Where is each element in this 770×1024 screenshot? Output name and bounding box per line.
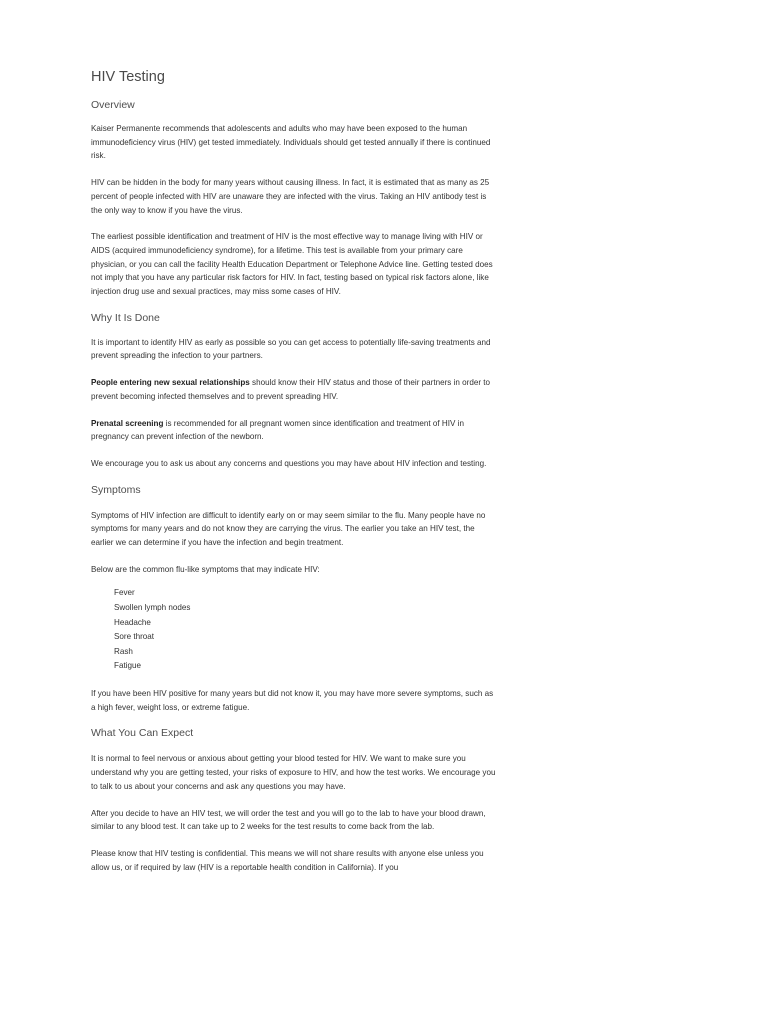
symptom-list [91, 586, 496, 674]
list-item: Headache [114, 617, 151, 627]
paragraph [91, 417, 496, 444]
paragraph-text: should know their HIV status and those of their partners in order to prevent becoming infected themselves and to prevent spreading HIV. [91, 378, 491, 401]
paragraph: HIV can be hidden in the body for many years without causing illness. In fact, it is estimated that as many as 25 percent of people infected with HIV are unaware they are infected with the virus. Taking an HIV antibody test is the only way to know if you have the virus. [91, 178, 490, 215]
list-item: Rash [114, 646, 133, 656]
section-heading-why: Why It Is Done [91, 311, 160, 324]
section-heading-expect: What You Can Expect [91, 727, 194, 740]
list-item: Fatigue [114, 661, 141, 671]
paragraph: It is important to identify HIV as early as possible so you can get access to potentially life-saving treatments and prevent spreading the infection to your partners. [91, 337, 491, 361]
paragraph: Symptoms of HIV infection are difficult to identify early on or may seem similar to the flu. Many people have no symptoms for many years and do not know they are carrying the virus. The earlier you take an HIV test, the earlier we can determine if you have the infection and begin treatment. [91, 510, 486, 548]
paragraph-text: is recommended for all pregnant women since identification and treatment of HIV in pregnancy can prevent infection of the newborn. [91, 418, 464, 442]
list-item: Fever [114, 588, 135, 598]
paragraph [91, 376, 496, 403]
document-content [91, 66, 496, 874]
paragraph: The earliest possible identification and treatment of HIV is the most effective way to manage living with HIV or AIDS (acquired immunodeficiency syndrome), for a lifetime. This test is available from your primary care physician, or you can call the facility Health Education Department or Telephone Advice line. Getting tested does not imply that you have any particular risk factors for HIV. In fact, testing based on typical risk factors alone, like injection drug use and sexual practices, may miss some cases of HIV. [91, 232, 493, 297]
paragraph: Kaiser Permanente recommends that adolescents and adults who may have been exposed to the human immunodeficiency virus (HIV) get tested immediately. Individuals should get tested annually if there is continued risk. [91, 124, 491, 161]
page-title: HIV Testing [91, 69, 165, 85]
list-item: Sore throat [114, 632, 155, 642]
paragraph: After you decide to have an HIV test, we will order the test and you will go to the lab to have your blood drawn, similar to any blood test. It can take up to 2 weeks for the test results to come back from the lab. [91, 808, 486, 832]
paragraph: Below are the common flu-like symptoms that may indicate HIV: [91, 564, 320, 574]
paragraph: Please know that HIV testing is confidential. This means we will not share results with anyone else unless you allow us, or if required by law (HIV is a reportable health condition in California). If you [91, 848, 484, 872]
paragraph: If you have been HIV positive for many years but did not know it, you may have more severe symptoms, such as a high fever, weight loss, or extreme fatigue. [91, 689, 494, 712]
bold-phrase: People entering new sexual relationships [91, 378, 250, 388]
list-item: Swollen lymph nodes [114, 603, 191, 613]
paragraph: It is normal to feel nervous or anxious about getting your blood tested for HIV. We want to make sure you understand why you are getting tested, your risks of exposure to HIV, and how the test works. We encourage you to talk to us about your concerns and ask any questions you may have. [91, 754, 496, 791]
section-heading-symptoms: Symptoms [91, 483, 141, 496]
bold-phrase: Prenatal screening [91, 418, 164, 428]
paragraph: We encourage you to ask us about any concerns and questions you may have about HIV infection and testing. [91, 458, 487, 468]
section-heading-overview: Overview [91, 99, 135, 111]
